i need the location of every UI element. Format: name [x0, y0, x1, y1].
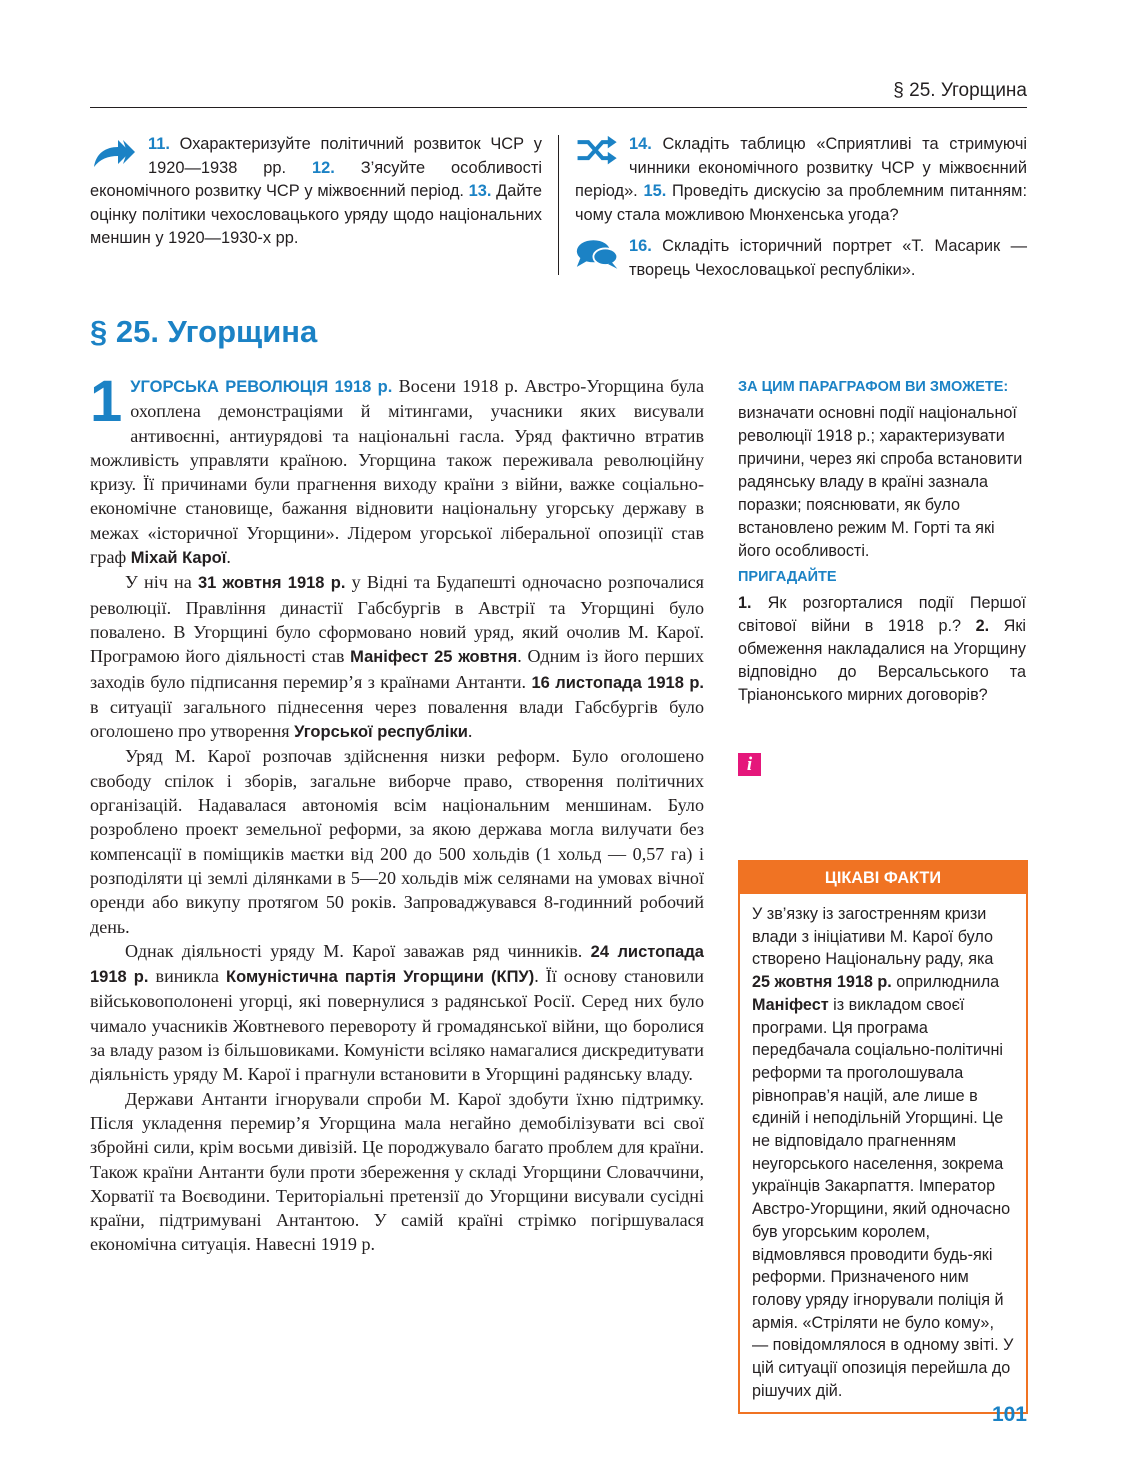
section-number-dropcap: 1: [90, 369, 123, 434]
task-text: Дайте оцінку політики чехословацького уряду щодо національних меншин у 1920—1930-х рр.: [90, 182, 542, 248]
facts-title: ЦІКАВІ ФАКТИ: [740, 862, 1026, 894]
question-number: 2.: [975, 617, 990, 635]
task-block-left: [90, 133, 542, 251]
recall-heading: ПРИГАДАЙТЕ: [738, 569, 837, 585]
bold-term: 16 листопада 1918 р.: [531, 673, 705, 692]
question-text: Як розгорталися події Першої світової війни в 1918 р.?: [738, 594, 1026, 635]
bold-term: Угорської республіки: [294, 723, 468, 742]
paragraph-text: У ніч на: [125, 572, 198, 593]
task-number: 13.: [468, 182, 492, 201]
paragraph-text: у Відні та Будапешті одночасно розпочалися революції. Правління династії Габсбургів в Австрії та Угорщині було повалено. В Угорщині було сформовано новий уряд, який очолив М. Карої. Програмою його діяльності став: [90, 572, 704, 667]
info-icon: i: [738, 753, 761, 776]
paragraph-text: .: [226, 547, 231, 568]
question-number: 1.: [738, 594, 752, 612]
column-separator: [558, 135, 559, 275]
task-block-right-a: [575, 133, 1027, 227]
shuffle-arrows-icon: [575, 135, 621, 167]
facts-body: [740, 894, 1026, 1412]
goals-heading: ЗА ЦИМ ПАРАГРАФОМ ВИ ЗМОЖЕТЕ:: [738, 379, 1009, 395]
task-number: 15.: [643, 182, 667, 201]
question-text: Які обмеження накладалися на Угорщину відповідно до Версальського та Тріанонського мирних договорів?: [738, 617, 1027, 704]
section-heading: УГОРСЬКА РЕВОЛЮЦІЯ 1918 р.: [130, 378, 393, 396]
speech-bubbles-icon: [575, 237, 621, 271]
task-text: Складіть історичний портрет «Т. Масарик — творець Чехословацької республіки».: [629, 237, 1027, 279]
task-text: Проведіть дискусію за проблемним питанням: чому стала можливою Мюнхенська угода?: [575, 182, 1027, 224]
paragraph-text: Восени 1918 р. Австро-Угорщина була охоплена демонстраціями й мітингами, учасники яких висували антивоєнні, антиурядові та національні гасла. Уряд фактично втратив можливість управляти країною. Угорщина також переживала революційну кризу. Її причинами були прагнення виходу країни з війни, важке соціально-економічне становище, бажання відновити національну угорську державу в межах «історичної Угорщини». Лідером угорської ліберальної опозиції став граф: [90, 376, 704, 568]
header-rule: [90, 107, 1027, 108]
running-head: § 25. Угорщина: [893, 80, 1027, 101]
task-text: Складіть таблицю «Сприятливі та стримуючі чинники економічного розвитку ЧСР у міжвоєнний період».: [575, 135, 1027, 201]
task-text: З’ясуйте особливості економічного розвитку ЧСР у міжвоєнний період.: [90, 158, 542, 201]
paragraph-text: .: [467, 721, 473, 742]
bold-term: Маніфест: [752, 995, 829, 1014]
forward-arrows-icon: [90, 135, 140, 171]
task-text: Охарактеризуйте політичний розвиток ЧСР у 1920—1938 рр.: [148, 135, 542, 177]
main-paragraph-3: Уряд М. Карої розпочав здійснення низки реформ. Було оголошено свободу спілок і зборів, загальне виборче право, створення політичних організацій. Надавалася автономія всім національним меншинам. Було розроблено проект земельної реформи, за якою держава могла вилучати без компенсації в поміщиків маєтки від 200 до 500 хольдів (1 хольд — 0,57 га) і розподіляти ці землі ділянками в 5—20 хольдів між селянами на умовах вічної оренди або викупу протягом 50 років. Запроваджувався 8-годинний робочий день.: [90, 746, 704, 937]
main-text: [90, 369, 705, 1257]
task-number: 11.: [148, 135, 170, 153]
paragraph-text: в ситуації загального піднесення через повалення влади Габсбургів було оголошено про утворення: [90, 696, 704, 742]
sidebar-goals: [738, 376, 1026, 563]
paragraph-title: § 25. Угорщина: [90, 314, 318, 349]
task-number: 14.: [629, 135, 652, 153]
main-paragraph-5: Держави Антанти ігнорували спроби М. Карої здобути їхню підтримку. Після укладення перемир’я Угорщина мала негайно демобілізувати всі свої збройні сили, крім восьми дивізій. Це породжувало багато проблем для країни. Також країни Антанти були проти збереження у складі Угорщини Словаччини, Хорватії та Воєводини. Територіальні претензії до Угорщини висували сусідні країни, підтримувані Антантою. У самій країні стрімко погіршувалася економічна ситуація. Навесні 1919 р.: [90, 1088, 704, 1255]
bold-term: 31 жовтня 1918 р.: [197, 574, 346, 593]
bold-term: 25 жовтня 1918 р.: [752, 973, 892, 992]
tasks-left: [90, 133, 542, 251]
paragraph-text: Однак діяльності уряду М. Карої заважав ряд чинників.: [125, 940, 591, 961]
goals-text: визначати основні події національної революції 1918 р.; характеризувати причини, через які спроба встановити радянську владу в країні зазнала поразки; пояснювати, як було встановлено режим М. Горті та які його особливості.: [738, 404, 1023, 560]
task-number: 12.: [311, 158, 335, 177]
page-number: 101: [991, 1403, 1027, 1426]
task-number: 16.: [629, 237, 652, 256]
task-block-right-b: [575, 235, 1027, 282]
interesting-facts-box: [738, 860, 1028, 1414]
paragraph-text: . Одним із його перших заходів було підписання перемир’я з країнами Антанти.: [90, 646, 704, 692]
recall-text: [738, 592, 1026, 707]
paragraph-text: . Її основу становили військовополонені угорці, які повернулися з радянської Росії. Серед них було чимало учасників Жовтневого перевороту й громадянської війни, що боролися за владу разом із більшовиками. Комуністи всіляко намагалися дискредитувати діяльність уряду М. Карої і прагнули встановити в Угорщині радянську владу.: [90, 966, 704, 1085]
tasks-right: [575, 133, 1027, 283]
bold-term: Міхай Карої: [130, 549, 227, 568]
facts-text: У зв’язку із загостренням кризи влади з ініціативи М. Карої було створено Національну раду, яка: [752, 905, 994, 969]
facts-text: із викладом своєї програми. Ця програма передбачала соціально-політичні реформи та проголошувала рівноправ’я націй, але лише в єдиній і неподільній Угорщині. Це не відповідало прагненням неугорського населення, зокрема українців Закарпаття. Імператор Австро-Угорщини, який одночасно був угорським королем, відмовлявся проводити будь-які реформи. Призначеного ним голову уряду ігнорували поліція й армія. «Стріляти не було кому», — повідомлялося в одному звіті. У цій ситуації опозиція перейшла до рішучих дій.: [752, 995, 1014, 1400]
main-paragraph-4: [90, 939, 704, 1087]
paragraph-text: виникла: [148, 966, 227, 987]
bold-term: 24 листопада 1918 р.: [90, 942, 704, 987]
sidebar-recall: [738, 566, 1026, 707]
facts-text: оприлюднила: [891, 973, 1000, 992]
main-paragraph-2: [90, 570, 704, 744]
main-paragraph-1: [90, 369, 704, 570]
bold-term: Комуністична партія Угорщини (КПУ): [226, 968, 535, 987]
bold-term: Маніфест 25 жовтня: [350, 648, 518, 667]
